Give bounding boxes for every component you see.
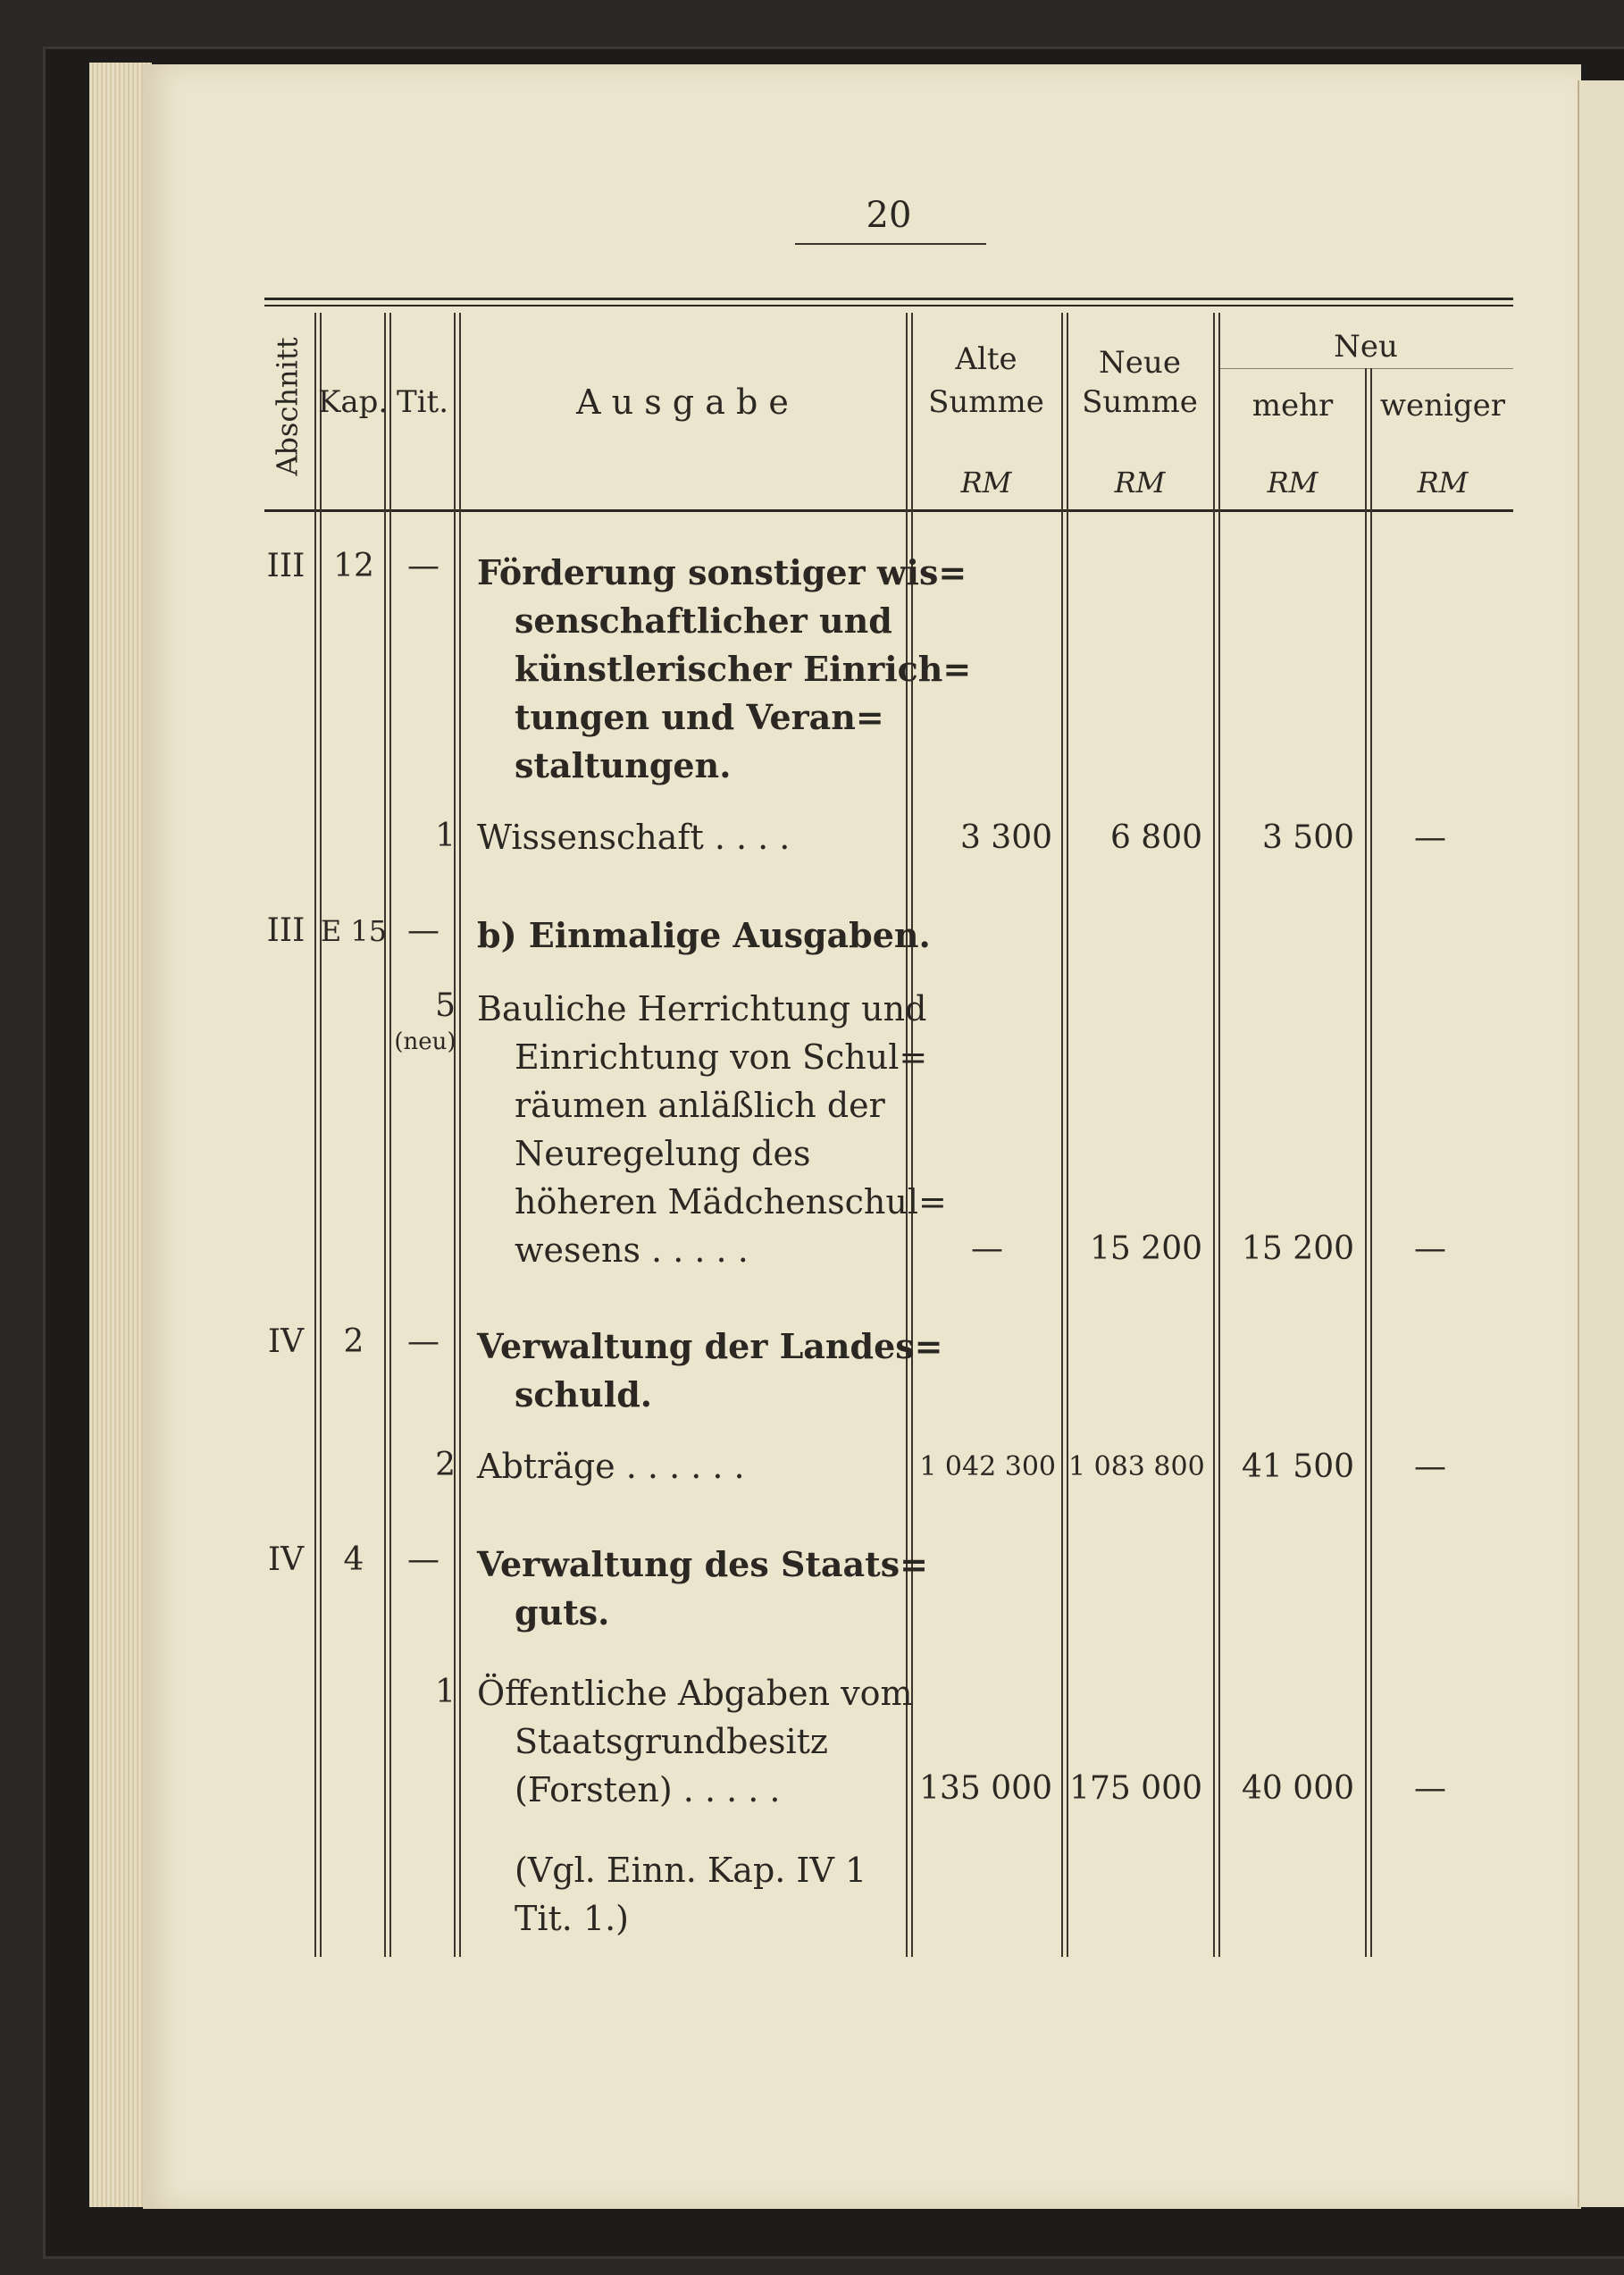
row-neue: 175 000 [1069,1770,1202,1807]
row-desc-line: b) Einmalige Ausgaben. [477,915,931,955]
row-mehr: 41 500 [1242,1448,1354,1485]
row-desc-line: höheren Mädchenschul= [515,1182,947,1221]
header-neu: Neu [1334,329,1398,365]
row-tit: — [407,1541,439,1578]
header-tit: Tit. [396,384,449,420]
row-desc-line: guts. [515,1592,610,1633]
header-weniger-currency: RM [1417,466,1469,499]
row-desc-line: Einrichtung von Schul= [515,1037,928,1077]
row-desc-line: staltungen. [515,745,732,785]
row-desc-line: wesens . . . . . [515,1230,749,1270]
row-weniger: — [1414,1770,1446,1807]
row-desc-line: Staatsgrundbesitz [515,1722,828,1761]
row-kap: E 15 [320,914,388,948]
row-tit-note: (neu) [394,1028,456,1055]
row-alte: 1 042 300 [919,1451,1056,1482]
row-alte: — [971,1230,1003,1267]
header-neue-1: Neue [1099,345,1181,381]
row-weniger: — [1414,1230,1446,1267]
row-desc-line: Verwaltung des Staats= [477,1544,928,1584]
header-ausgabe: A u s g a b e [576,382,789,422]
row-tit: 5 [435,987,456,1024]
col-rule [1365,368,1367,1957]
page-number: 20 [866,195,912,236]
row-mehr: 40 000 [1242,1770,1354,1807]
row-neue: 1 083 800 [1068,1451,1205,1482]
header-neue-currency: RM [1114,466,1166,499]
row-kap: 4 [343,1541,364,1578]
row-desc-line: Verwaltung der Landes= [477,1326,943,1366]
header-bottom-rule [264,509,1513,512]
header-alte-2: Summe [928,384,1044,420]
row-abschnitt: III [266,912,306,949]
col-rule [459,313,461,1957]
header-kap: Kap. [318,384,389,420]
row-abschnitt: III [266,548,306,584]
row-tit: — [407,1323,439,1360]
col-rule [1218,313,1220,1957]
table-top-rule-2 [264,305,1513,306]
header-alte-1: Alte [955,341,1017,377]
header-neue-2: Summe [1082,384,1198,420]
row-alte: 135 000 [919,1770,1052,1807]
row-desc-line: Bauliche Herrichtung und [477,989,927,1028]
col-rule [1067,313,1068,1957]
col-rule [1061,313,1063,1957]
row-desc-line: Förderung sonstiger wis= [477,552,967,592]
col-rule [1213,313,1215,1957]
header-abschnitt [264,337,311,476]
row-desc-line: tungen und Veran= [515,697,884,737]
next-page-edge [1578,80,1624,2207]
row-tit: 2 [435,1447,456,1483]
row-kap: 2 [343,1323,364,1360]
header-abschnitt-label: Abschnitt [271,337,306,476]
row-desc-line: schuld. [515,1374,653,1415]
row-neue: 15 200 [1090,1230,1202,1267]
header-mehr: mehr [1251,388,1334,424]
col-rule [1370,368,1372,1957]
col-rule [314,313,316,1957]
page-number-rule [795,243,986,245]
row-desc-line: räumen anläßlich der [515,1086,885,1125]
row-desc-line: senschaftlicher und [515,600,892,641]
row-tit: 1 [435,818,456,854]
row-weniger: — [1414,1448,1446,1485]
header-mehr-currency: RM [1267,466,1318,499]
row-tit: 1 [435,1674,456,1710]
table-top-rule [264,298,1513,300]
row-desc-line: Abträge . . . . . . [477,1447,745,1486]
row-tit: — [407,548,439,584]
row-neue: 6 800 [1109,819,1202,856]
row-alte: 3 300 [959,819,1052,856]
row-desc-line: Wissenschaft . . . . [477,818,791,857]
row-kap: 12 [333,548,374,584]
row-desc-line: Neuregelung des [515,1134,811,1173]
row-tit: — [407,912,439,949]
row-weniger: — [1414,819,1446,856]
row-desc-line: Tit. 1.) [515,1899,630,1938]
row-mehr: 3 500 [1261,819,1354,856]
row-desc-line: künstlerischer Einrich= [515,649,972,689]
row-abschnitt: IV [267,1323,305,1360]
header-alte-currency: RM [960,466,1012,499]
row-desc-line: (Vgl. Einn. Kap. IV 1 [515,1851,867,1890]
row-abschnitt: IV [267,1541,305,1578]
row-mehr: 15 200 [1242,1230,1354,1267]
row-desc-line: (Forsten) . . . . . [515,1770,781,1809]
row-desc-line: Öffentliche Abgaben vom [477,1674,913,1713]
header-weniger: weniger [1379,388,1506,424]
